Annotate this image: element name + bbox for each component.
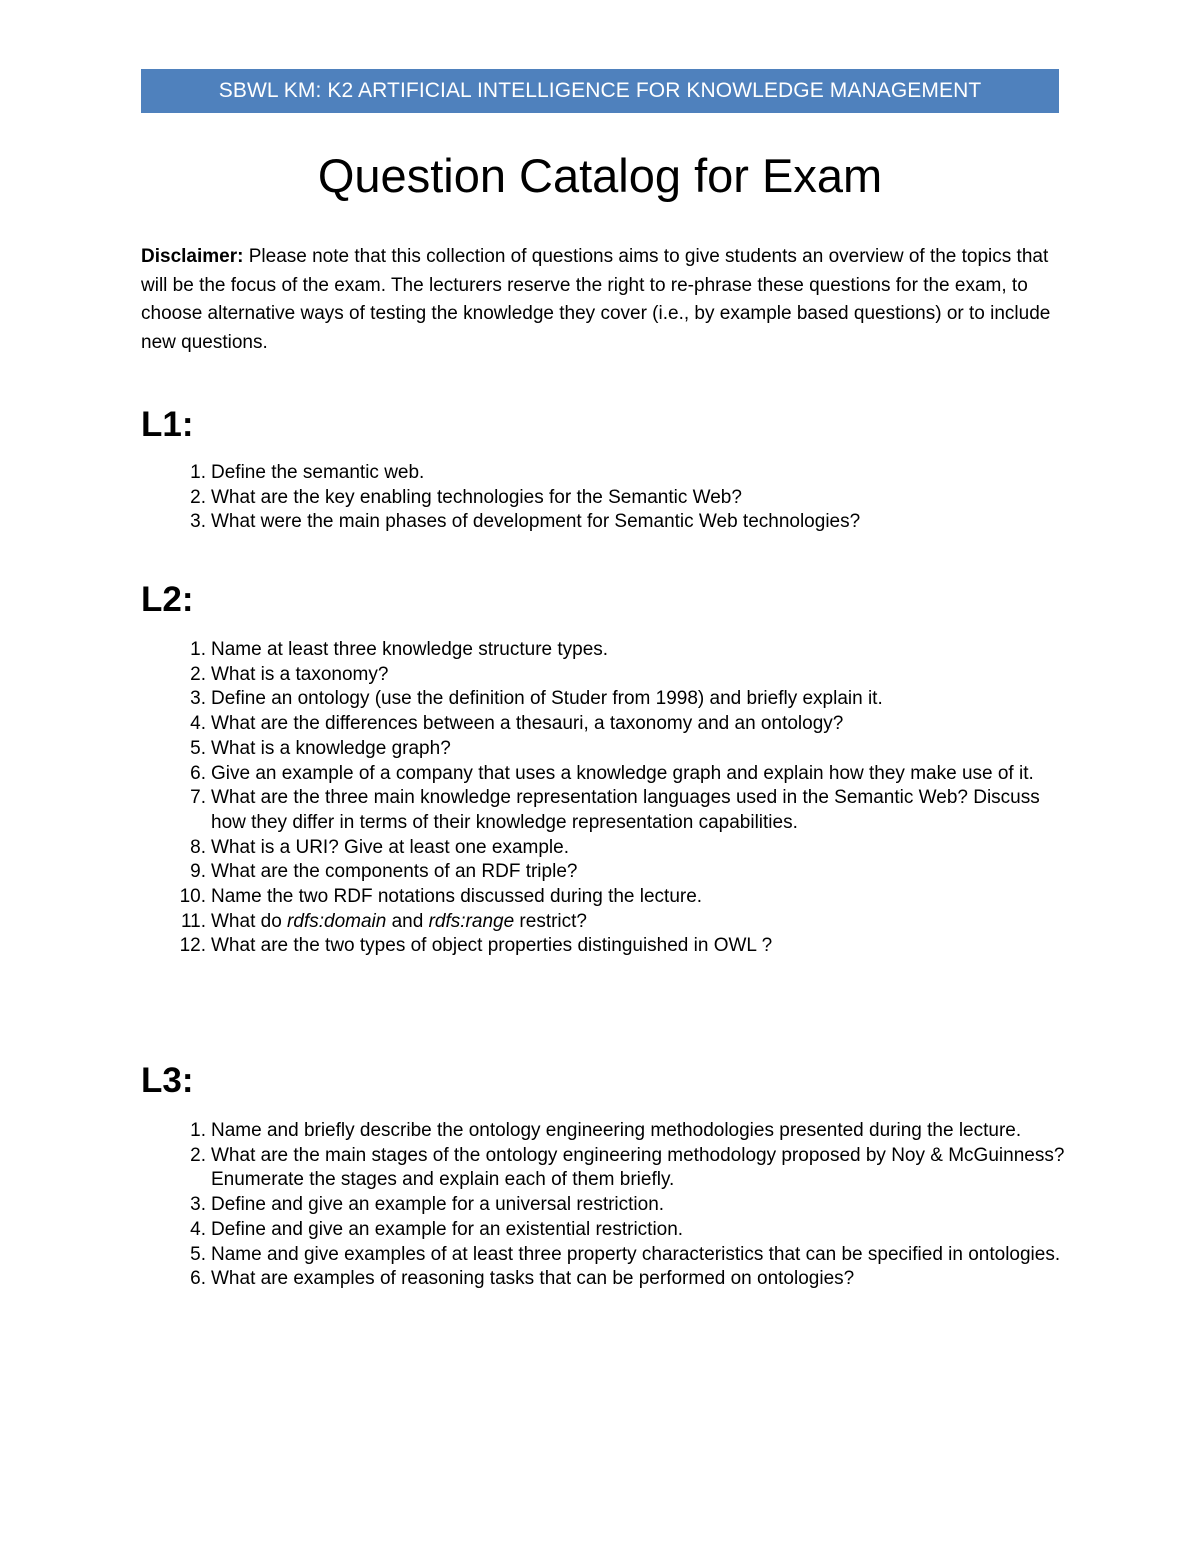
list-item: [160, 836, 1070, 861]
question-text: Name and give examples of at least three property characteristics that can be specified in ontologies.: [211, 1243, 1061, 1265]
question-number: 6.: [190, 762, 206, 784]
list-item: [160, 910, 1070, 935]
question-number: 1.: [190, 462, 206, 483]
question-text: What are the components of an RDF triple?: [211, 861, 578, 883]
list-item: [160, 461, 1070, 486]
question-text: What were the main phases of development for Semantic Web technologies?: [211, 511, 861, 533]
question-text: What is a taxonomy?: [211, 663, 389, 685]
question-number: 5.: [190, 737, 206, 759]
list-item: [160, 737, 1070, 762]
list-item: [160, 786, 1070, 835]
question-number: 3.: [190, 511, 206, 533]
question-text: What are the main stages of the ontology engineering methodology proposed by Noy & McGuinness? Enumerate the stages and explain each of them briefly.: [211, 1144, 1065, 1191]
list-item: [160, 712, 1070, 737]
question-number: 6.: [190, 1268, 206, 1290]
question-text: What are the three main knowledge representation languages used in the Semantic Web? Discuss how they differ in terms of their knowledge representation capabilities.: [211, 787, 1040, 833]
page-title: Question Catalog for Exam: [317, 149, 883, 202]
list-item: [160, 687, 1070, 712]
list-item: [160, 663, 1070, 688]
question-number: 4.: [190, 713, 206, 735]
question-text: What do rdfs:domain and rdfs:range restrict?: [211, 910, 587, 932]
question-list-l3: [160, 1119, 1070, 1292]
question-text: Define and give an example for an existential restriction.: [211, 1218, 684, 1240]
question-number: 5.: [190, 1243, 206, 1265]
list-item: [160, 1243, 1070, 1268]
question-number: 3.: [190, 688, 206, 710]
question-number: 1.: [190, 1120, 206, 1141]
list-item: [160, 638, 1070, 663]
section-heading-l2: L2:: [141, 580, 194, 619]
question-number: 8.: [190, 836, 206, 858]
section-heading-l3: L3:: [141, 1061, 194, 1100]
question-number: 2.: [190, 486, 206, 508]
code-term: rdfs:domain: [287, 910, 387, 932]
question-text: Define an ontology (use the definition of Studer from 1998) and briefly explain it.: [211, 688, 883, 710]
disclaimer-text: Please note that this collection of questions aims to give students an overview of the topics that will be the focus of the exam. The lecturers reserve the right to re-phrase these questions for the exam, to choose alternative ways of testing the knowledge they cover (i.e., by example based questions) or to include new questions.: [141, 246, 1051, 353]
list-item: [160, 762, 1070, 787]
list-item: [160, 1218, 1070, 1243]
question-number: 12.: [179, 935, 206, 957]
question-text: What are the differences between a thesauri, a taxonomy and an ontology?: [211, 713, 844, 735]
list-item: [160, 934, 1070, 959]
list-item: [160, 860, 1070, 885]
question-number: 9.: [190, 861, 206, 883]
question-text: What are examples of reasoning tasks that can be performed on ontologies?: [211, 1268, 855, 1290]
question-text: Give an example of a company that uses a knowledge graph and explain how they make use of it.: [211, 762, 1034, 784]
question-text: Define the semantic web.: [211, 462, 425, 483]
question-text: What is a URI? Give at least one example.: [211, 836, 569, 858]
question-text: What is a knowledge graph?: [211, 737, 451, 759]
list-item: [160, 1119, 1070, 1144]
list-item: [160, 1144, 1070, 1193]
question-number: 2.: [190, 663, 206, 685]
question-number: 11.: [180, 910, 206, 932]
question-text: Name the two RDF notations discussed during the lecture.: [211, 886, 703, 908]
question-text: What are the key enabling technologies for the Semantic Web?: [211, 486, 742, 508]
question-number: 2.: [190, 1144, 206, 1166]
question-number: 3.: [190, 1194, 206, 1216]
section-heading-l1: L1:: [141, 405, 194, 444]
question-number: 10.: [179, 886, 206, 908]
course-banner: SBWL KM: K2 ARTIFICIAL INTELLIGENCE FOR KNOWLEDGE MANAGEMENT: [141, 69, 1059, 113]
question-list-l2: [160, 638, 1070, 959]
disclaimer-paragraph: [141, 243, 1066, 357]
question-text: Name and briefly describe the ontology engineering methodologies presented during the lecture.: [211, 1120, 1022, 1141]
list-item: [160, 1193, 1070, 1218]
question-number: 7.: [190, 787, 206, 809]
list-item: [160, 510, 1070, 535]
question-number: 1.: [190, 639, 206, 660]
question-list-l1: [160, 461, 1070, 535]
question-number: 4.: [190, 1218, 206, 1240]
list-item: [160, 1267, 1070, 1292]
question-text: What are the two types of object properties distinguished in OWL ?: [211, 935, 773, 957]
disclaimer-label: Disclaimer:: [141, 246, 244, 267]
question-text: Define and give an example for a universal restriction.: [211, 1194, 665, 1216]
question-text: Name at least three knowledge structure types.: [211, 639, 609, 660]
list-item: [160, 885, 1070, 910]
list-item: [160, 486, 1070, 511]
code-term: rdfs:range: [428, 910, 515, 932]
